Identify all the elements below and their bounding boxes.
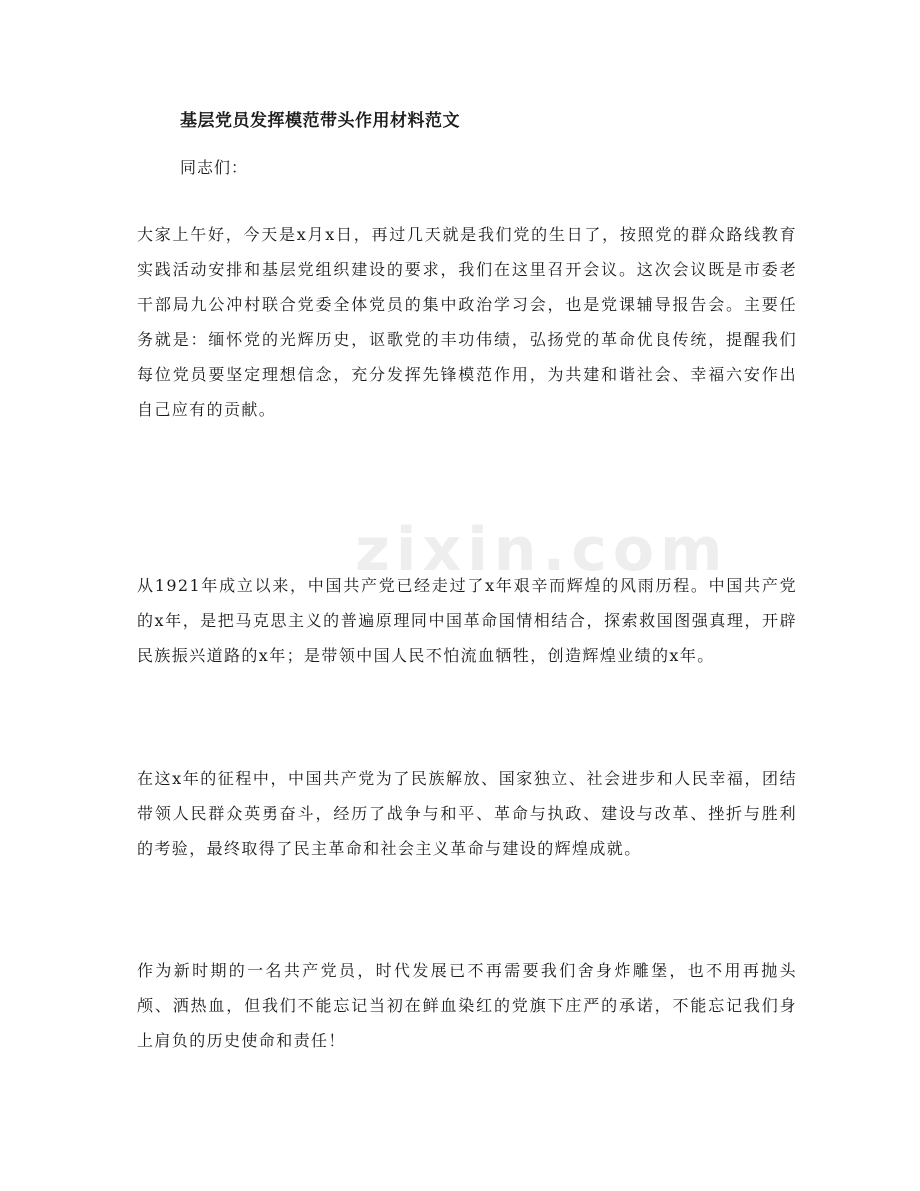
paragraph-4: 作为新时期的一名共产党员，时代发展已不再需要我们舍身炸雕堡，也不用再抛头颅、洒热血，但我们不能忘记当初在鲜血染红的党旗下庄严的承诺，不能忘记我们身上肩负的历史使命和责任！: [137, 961, 797, 1050]
paragraph-1: 大家上午好，今天是x月x日，再过几天就是我们党的生日了，按照党的群众路线教育实践活动安排和基层党组织建设的要求，我们在这里召开会议。这次会议既是市委老干部局九公冲村联合党委全体党员的集中政治学习会，也是党课辅导报告会。主要任务就是：缅怀党的光辉历史，讴歌党的丰功伟绩，弘扬党的革命优良传统，提醒我们每位党员要坚定理想信念，充分发挥先锋模范作用，为共建和谐社会、幸福六安作出自己应有的贡献。: [137, 225, 797, 419]
paragraph-2: 从1921年成立以来，中国共产党已经走过了x年艰辛而辉煌的风雨历程。中国共产党的x年，是把马克思主义的普遍原理同中国革命国情相结合，探索救国图强真理，开辟民族振兴道路的x年；是带领中国人民不怕流血牺牲，创造辉煌业绩的x年。: [137, 576, 797, 665]
greeting: 同志们：: [180, 158, 249, 177]
document-title: 基层党员发挥模范带头作用材料范文: [180, 111, 460, 131]
watermark: zixin.com: [355, 515, 729, 585]
paragraph-3: 在这x年的征程中，中国共产党为了民族解放、国家独立、社会进步和人民幸福，团结带领人民群众英勇奋斗，经历了战争与和平、革命与执政、建设与改革、挫折与胜利的考验，最终取得了民主革命和社会主义革命与建设的辉煌成就。: [137, 769, 797, 858]
